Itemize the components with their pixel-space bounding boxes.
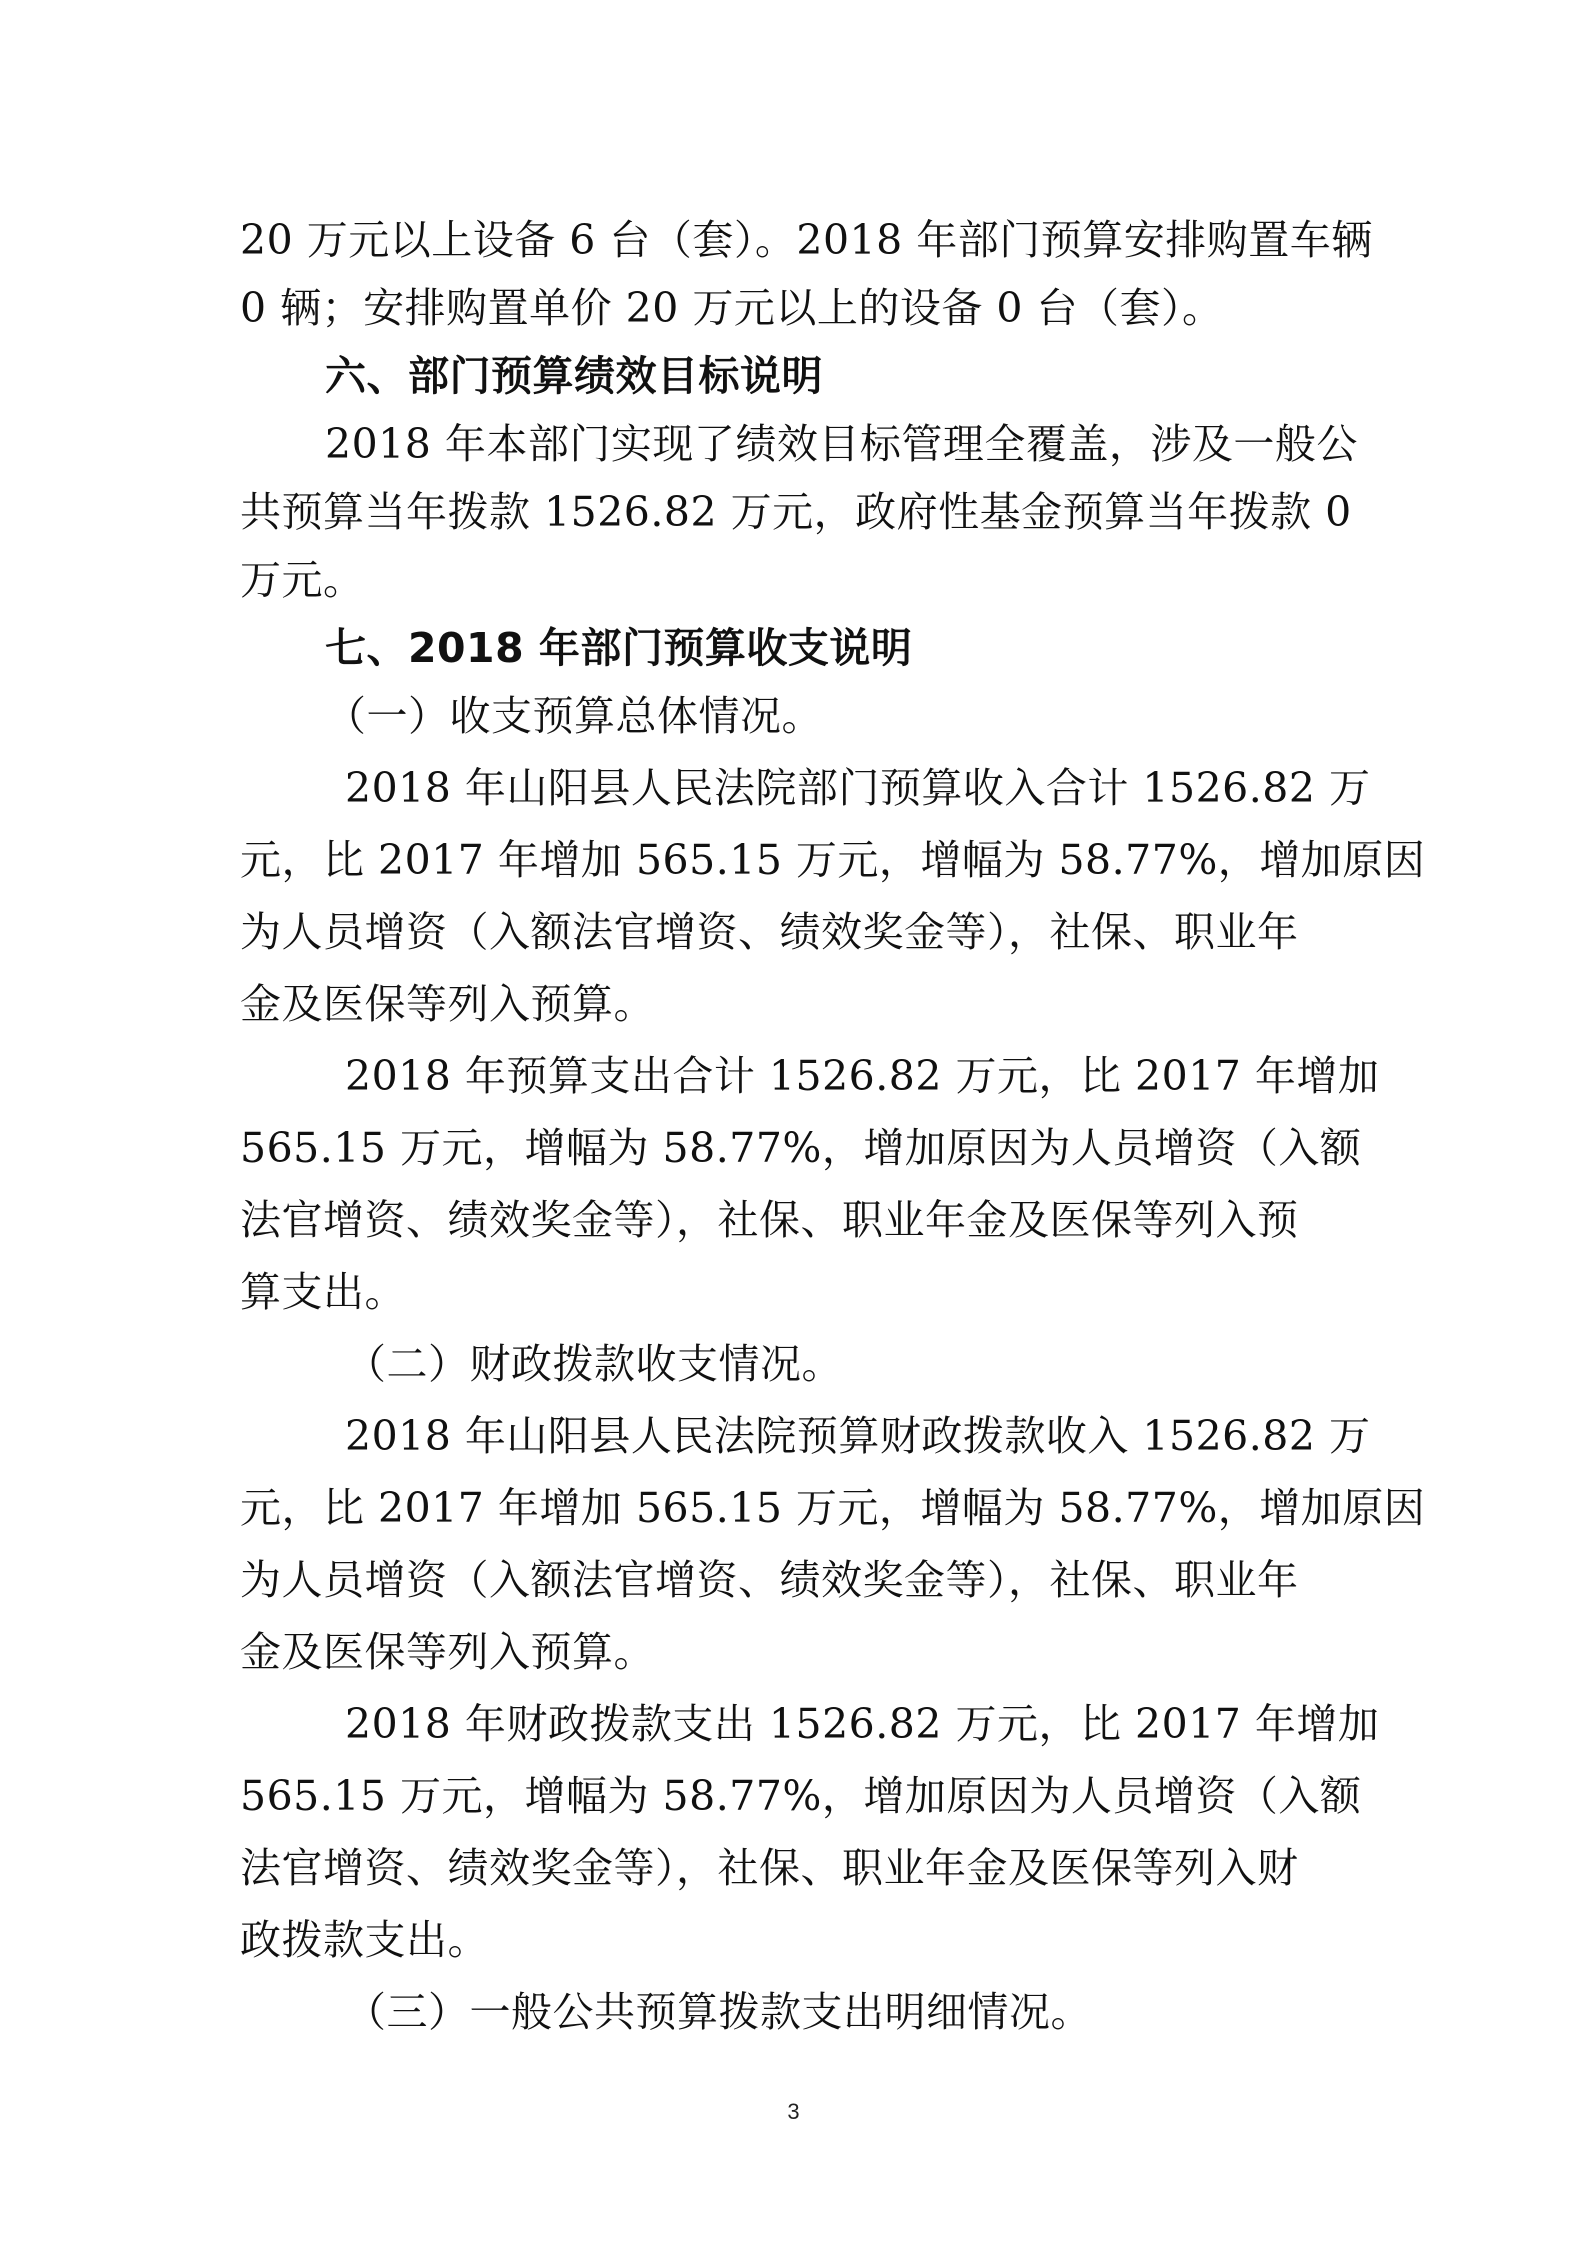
text-line: 共预算当年拨款 1526.82 万元，政府性基金预算当年拨款 0 xyxy=(240,488,1352,536)
text-line: 565.15 万元，增幅为 58.77%，增加原因为人员增资（入额 xyxy=(240,1772,1362,1820)
text-line: 565.15 万元，增幅为 58.77%，增加原因为人员增资（入额 xyxy=(240,1124,1362,1172)
text-line: 政拨款支出。 xyxy=(240,1916,489,1964)
text-line: 元，比 2017 年增加 565.15 万元，增幅为 58.77%，增加原因 xyxy=(240,1484,1426,1532)
text-line: 20 万元以上设备 6 台（套）。2018 年部门预算安排购置车辆 xyxy=(240,216,1373,264)
text-line: 算支出。 xyxy=(240,1268,406,1316)
section-heading: 七、2018 年部门预算收支说明 xyxy=(325,624,913,672)
text-line: 金及医保等列入预算。 xyxy=(240,980,655,1028)
text-line: 2018 年财政拨款支出 1526.82 万元，比 2017 年增加 xyxy=(345,1700,1380,1748)
text-line: 金及医保等列入预算。 xyxy=(240,1628,655,1676)
text-line: 2018 年预算支出合计 1526.82 万元，比 2017 年增加 xyxy=(345,1052,1380,1100)
text-line: 法官增资、绩效奖金等），社保、职业年金及医保等列入财 xyxy=(240,1844,1299,1892)
text-line: 2018 年山阳县人民法院部门预算收入合计 1526.82 万 xyxy=(345,764,1371,812)
text-line: 元，比 2017 年增加 565.15 万元，增幅为 58.77%，增加原因 xyxy=(240,836,1426,884)
section-heading: 六、部门预算绩效目标说明 xyxy=(325,352,823,400)
subsection-heading: （一）收支预算总体情况。 xyxy=(325,692,823,740)
page-number: 3 xyxy=(787,2099,800,2124)
subsection-heading: （二）财政拨款收支情况。 xyxy=(345,1340,843,1388)
text-line: 为人员增资（入额法官增资、绩效奖金等），社保、职业年 xyxy=(240,1556,1299,1604)
text-line: 2018 年本部门实现了绩效目标管理全覆盖，涉及一般公 xyxy=(325,420,1358,468)
text-line: 0 辆；安排购置单价 20 万元以上的设备 0 台（套）。 xyxy=(240,284,1224,332)
text-line: 为人员增资（入额法官增资、绩效奖金等），社保、职业年 xyxy=(240,908,1299,956)
subsection-heading: （三）一般公共预算拨款支出明细情况。 xyxy=(345,1988,1092,2036)
text-line: 2018 年山阳县人民法院预算财政拨款收入 1526.82 万 xyxy=(345,1412,1371,1460)
text-line: 法官增资、绩效奖金等），社保、职业年金及医保等列入预 xyxy=(240,1196,1299,1244)
text-line: 万元。 xyxy=(240,556,365,604)
